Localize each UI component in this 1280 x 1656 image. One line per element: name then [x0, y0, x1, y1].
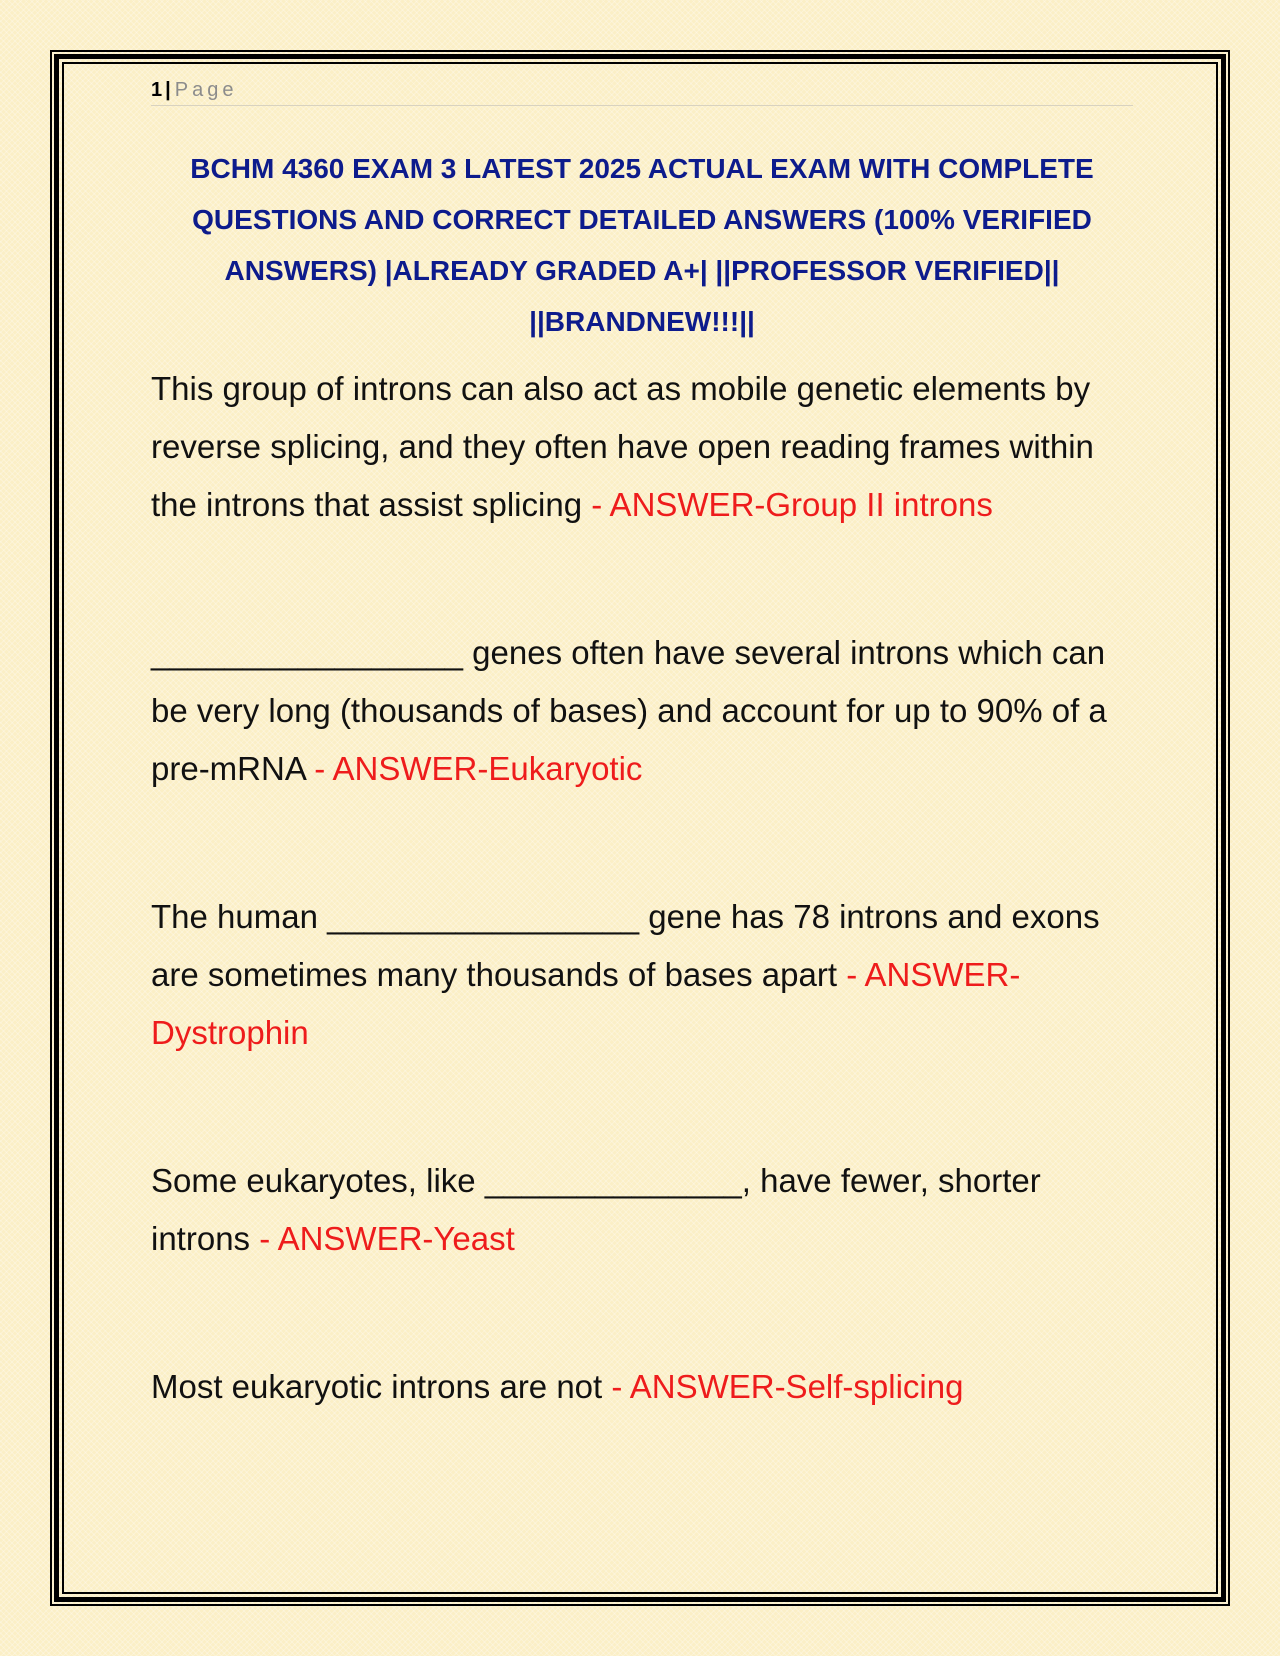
question-text: The human _________________ gene has 78 introns and exons are sometimes many thousands of bases apart	[151, 898, 1100, 993]
answer-text: - ANSWER-Yeast	[250, 1220, 515, 1257]
question-text: _________________ genes often have several introns which can be very long (thousands of bases) and account for up to 90% of a pre-mRNA	[151, 634, 1107, 787]
question-text: Some eukaryotes, like ______________, have fewer, shorter introns	[151, 1162, 1041, 1257]
page-header	[151, 77, 1133, 106]
answer-text: - ANSWER-Group II introns	[582, 486, 993, 523]
qa-item	[151, 1152, 1141, 1268]
answer-text: - ANSWER-Dystrophin	[151, 956, 1021, 1051]
answer-text: - ANSWER-Eukaryotic	[305, 750, 643, 787]
qa-item	[151, 1358, 1141, 1416]
document-title: BCHM 4360 EXAM 3 LATEST 2025 ACTUAL EXAM WITH COMPLETE QUESTIONS AND CORRECT DETAILED ANSWERS (100% VERIFIED ANSWERS) |ALREADY GRADED A+| ||PROFESSOR VERIFIED|| ||BRANDNEW!!!||	[190, 153, 1094, 337]
page-label: Page	[174, 79, 238, 101]
question-text: This group of introns can also act as mobile genetic elements by reverse splicing, and they often have open reading frames within the introns that assist splicing	[151, 370, 1094, 523]
question-text: Most eukaryotic introns are not	[151, 1368, 603, 1405]
answer-text: - ANSWER-Self-splicing	[602, 1368, 964, 1405]
qa-item	[151, 888, 1141, 1062]
qa-item	[151, 624, 1141, 798]
qa-item	[151, 360, 1141, 534]
page-number: 1	[151, 79, 163, 101]
page-header-separator: |	[165, 79, 171, 101]
